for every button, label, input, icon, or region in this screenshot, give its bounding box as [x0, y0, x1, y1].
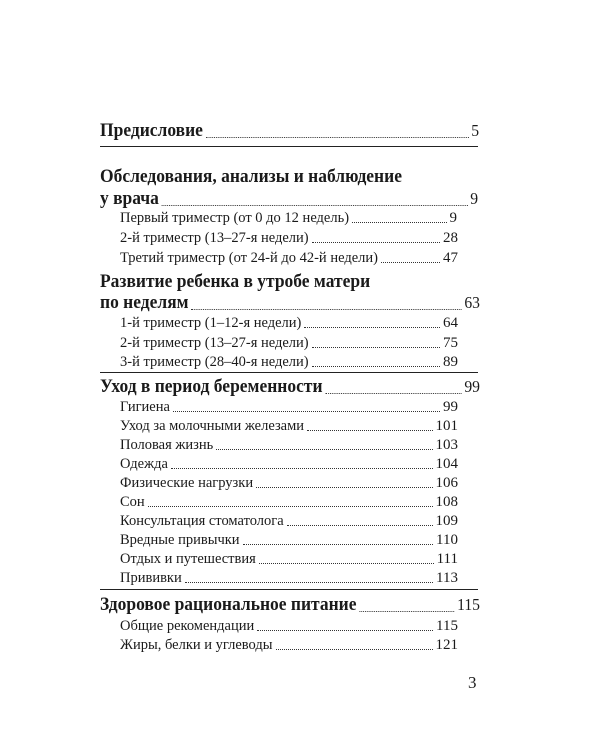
dot-leader — [381, 261, 440, 263]
toc-entry-page: 47 — [443, 250, 458, 266]
toc-entry-page: 75 — [443, 335, 458, 351]
toc-subentry[interactable] — [120, 532, 458, 549]
toc-entry-label: Жиры, белки и углеводы — [120, 637, 273, 653]
toc-subentry[interactable] — [120, 437, 458, 454]
dot-leader — [312, 241, 440, 243]
toc-subentry[interactable] — [120, 230, 458, 247]
dot-leader — [191, 308, 461, 310]
toc-entry-preface[interactable] — [100, 120, 479, 142]
toc-entry-label: Прививки — [120, 570, 182, 586]
section-title: Обследования, анализы и наблюдение — [100, 166, 402, 187]
toc-entry-section[interactable] — [100, 188, 478, 210]
toc-entry-label: Физические нагрузки — [120, 475, 254, 491]
toc-entry-page: 109 — [435, 513, 458, 529]
toc-entry-section[interactable] — [100, 594, 480, 616]
toc-subentry[interactable] — [120, 475, 458, 492]
toc-entry-page: 99 — [464, 377, 480, 396]
dot-leader — [307, 429, 432, 431]
section-divider — [100, 589, 478, 590]
toc-entry-label: Одежда — [120, 456, 168, 472]
toc-subentry[interactable] — [120, 637, 458, 654]
toc-subentry[interactable] — [120, 354, 458, 371]
dot-leader — [352, 221, 446, 223]
toc-entry-label: Предисловие — [100, 120, 203, 141]
dot-leader — [148, 505, 433, 507]
toc-entry-page: 108 — [435, 494, 458, 510]
toc-entry-label: Консультация стоматолога — [120, 513, 284, 529]
toc-entry-page: 115 — [457, 595, 480, 614]
toc-entry-label: 2-й триместр (13–27-я недели) — [120, 335, 309, 351]
dot-leader — [325, 392, 461, 394]
toc-entry-label: Гигиена — [120, 399, 170, 415]
section-title: Развитие ребенка в утробе матери — [100, 271, 371, 292]
toc-subentry[interactable] — [120, 418, 458, 435]
toc-entry-page: 9 — [470, 189, 479, 208]
dot-leader — [259, 562, 434, 564]
toc-entry-label: Третий триместр (от 24-й до 42-й недели) — [120, 250, 378, 266]
toc-subentry[interactable] — [120, 210, 457, 227]
dot-leader — [162, 204, 468, 206]
toc-subentry[interactable] — [120, 513, 458, 530]
dot-leader — [287, 524, 433, 526]
toc-entry-label: 1-й триместр (1–12-я недели) — [120, 315, 302, 331]
toc-entry-page: 121 — [435, 637, 458, 653]
toc-entry-page: 9 — [449, 210, 457, 226]
toc-entry-page: 103 — [435, 437, 458, 453]
page-number: 3 — [468, 673, 477, 692]
toc-entry-page: 5 — [471, 121, 480, 140]
toc-entry-page: 101 — [435, 418, 458, 434]
dot-leader — [243, 543, 433, 545]
toc-entry-label: Вредные привычки — [120, 532, 240, 548]
dot-leader — [256, 486, 432, 488]
dot-leader — [257, 629, 433, 631]
toc-entry-page: 104 — [435, 456, 458, 472]
toc-entry-page: 115 — [436, 618, 458, 634]
toc-entry-page: 106 — [435, 475, 458, 491]
toc-subentry[interactable] — [120, 618, 458, 635]
toc-entry-section[interactable] — [100, 376, 480, 398]
dot-leader — [173, 410, 440, 412]
toc-entry-label: Половая жизнь — [120, 437, 214, 453]
dot-leader — [359, 610, 454, 612]
toc-subentry[interactable] — [120, 315, 458, 332]
toc-entry-section[interactable] — [100, 292, 480, 314]
toc-entry-label: Сон — [120, 494, 145, 510]
toc-entry-page: 111 — [436, 551, 458, 567]
toc-subentry[interactable] — [120, 399, 458, 416]
toc-subentry[interactable] — [120, 494, 458, 511]
toc-subentry[interactable] — [120, 570, 458, 587]
dot-leader — [171, 467, 433, 469]
toc-entry-page: 99 — [443, 399, 458, 415]
toc-entry-label: Общие рекомендации — [120, 618, 255, 634]
toc-subentry[interactable] — [120, 551, 458, 568]
toc-subentry[interactable] — [120, 335, 458, 352]
toc-entry-label: Первый триместр (от 0 до 12 недель) — [120, 210, 350, 226]
section-title-cont: по неделям — [100, 292, 189, 313]
toc-entry-label: 3-й триместр (28–40-я недели) — [120, 354, 309, 370]
dot-leader — [312, 365, 440, 367]
dot-leader — [312, 346, 440, 348]
section-title-cont: у врача — [100, 188, 159, 209]
section-divider — [100, 372, 478, 373]
toc-entry-label: 2-й триместр (13–27-я недели) — [120, 230, 309, 246]
toc-entry-label: Отдых и путешествия — [120, 551, 256, 567]
toc-entry-label: Уход за молочными железами — [120, 418, 305, 434]
section-title: Уход в период беременности — [100, 376, 323, 397]
toc-subentry[interactable] — [120, 250, 458, 267]
toc-entry-page: 28 — [443, 230, 458, 246]
dot-leader — [206, 136, 469, 138]
toc-entry-page: 64 — [443, 315, 458, 331]
dot-leader — [276, 648, 433, 650]
toc-subentry[interactable] — [120, 456, 458, 473]
dot-leader — [185, 581, 433, 583]
dot-leader — [216, 448, 432, 450]
section-divider — [100, 146, 478, 147]
toc-entry-page: 63 — [464, 293, 480, 312]
dot-leader — [304, 326, 440, 328]
toc-entry-page: 110 — [436, 532, 458, 548]
toc-entry-page: 113 — [436, 570, 458, 586]
toc-entry-page: 89 — [443, 354, 458, 370]
section-title: Здоровое рациональное питание — [100, 594, 357, 615]
